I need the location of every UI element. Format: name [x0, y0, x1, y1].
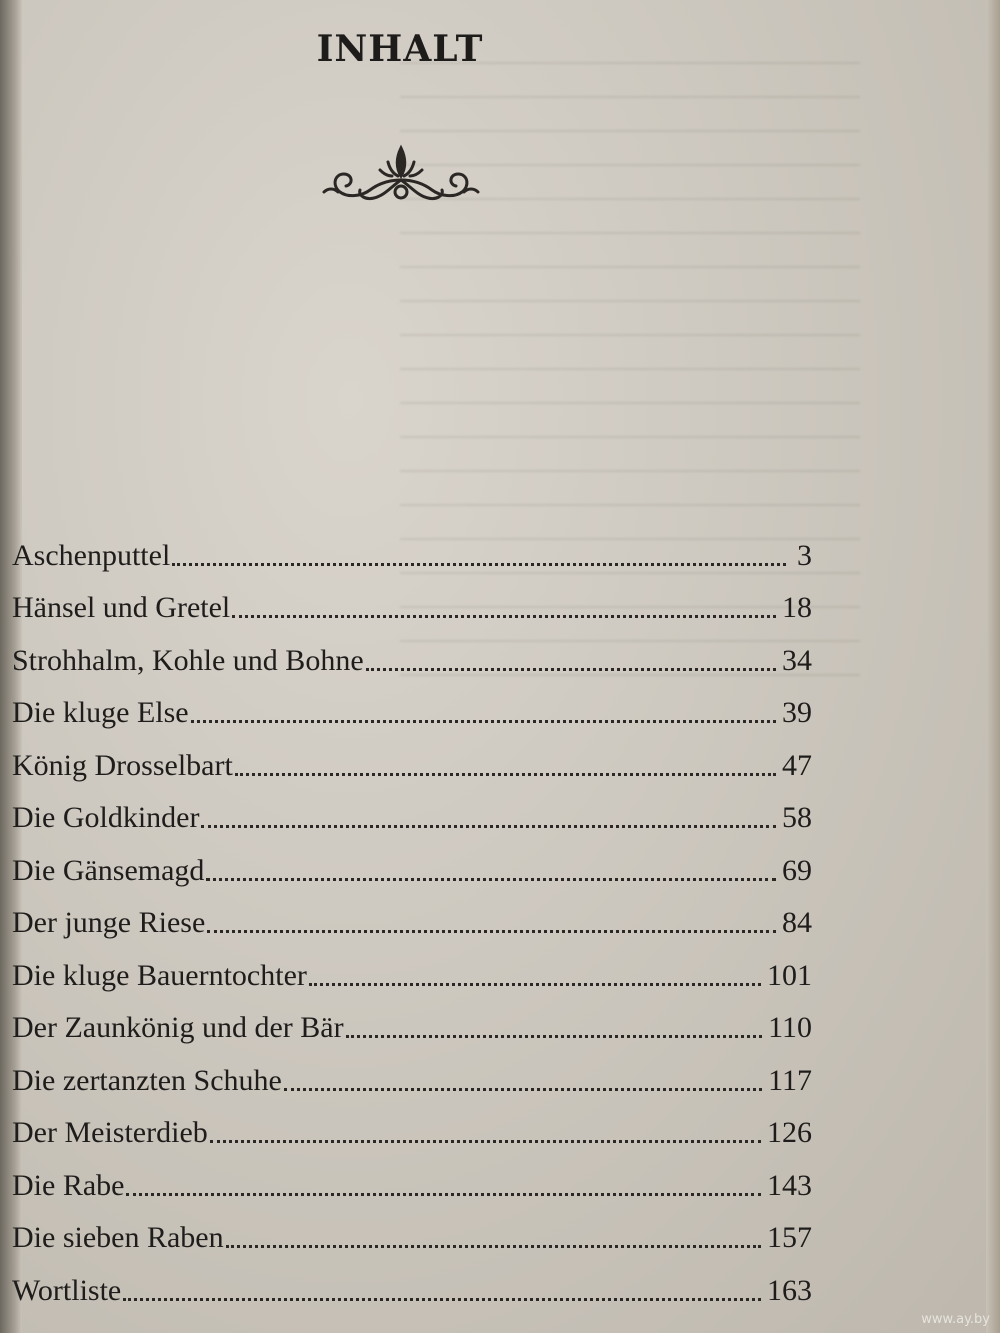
dot-leader [346, 1035, 763, 1038]
table-of-contents [12, 520, 812, 1308]
toc-entry [12, 1150, 812, 1203]
toc-entry-title: Die Gänsemagd [12, 853, 205, 887]
dot-leader [232, 615, 776, 618]
toc-entry [12, 625, 812, 678]
toc-entry [12, 1098, 812, 1151]
toc-entry [12, 1203, 812, 1256]
page-title: INHALT [316, 28, 484, 70]
toc-entry [12, 1255, 812, 1308]
dot-leader [123, 1298, 761, 1301]
dot-leader [366, 668, 776, 671]
toc-entry [12, 940, 812, 993]
toc-entry-page: 110 [768, 1011, 812, 1044]
toc-entry [12, 993, 812, 1046]
dot-leader [207, 930, 776, 933]
site-watermark: www.ay.by [921, 1312, 990, 1327]
toc-entry-title: Die kluge Else [12, 696, 189, 729]
toc-entry-page: 69 [782, 853, 812, 887]
toc-entry [12, 835, 812, 888]
dot-leader [235, 773, 776, 776]
toc-entry-title: Der junge Riese [12, 906, 206, 939]
dot-leader [206, 878, 776, 881]
toc-entry-page: 143 [767, 1168, 812, 1202]
dot-leader [210, 1140, 761, 1143]
toc-entry-title: König Drosselbart [12, 748, 233, 782]
toc-entry [12, 520, 812, 573]
page-edge [986, 0, 1000, 1333]
toc-entry-title: Wortliste [12, 1273, 122, 1307]
toc-entry-title: Strohhalm, Kohle und Bohne [12, 643, 364, 677]
toc-entry-title: Die kluge Bauerntochter [12, 958, 307, 992]
toc-entry-title: Die sieben Raben [12, 1221, 224, 1254]
toc-entry-title: Die Rabe [12, 1168, 125, 1202]
toc-entry-page: 101 [767, 958, 812, 992]
toc-entry-page: 58 [782, 801, 812, 834]
toc-entry [12, 730, 812, 783]
toc-entry-page: 47 [782, 748, 812, 782]
dot-leader [284, 1088, 762, 1091]
toc-entry-page: 126 [767, 1116, 812, 1149]
toc-entry-page: 117 [768, 1063, 812, 1097]
toc-entry [12, 783, 812, 836]
toc-entry-title: Der Meisterdieb [12, 1116, 208, 1149]
toc-entry-page: 18 [782, 591, 812, 624]
toc-entry-title: Hänsel und Gretel [12, 591, 231, 624]
toc-entry-page: 157 [767, 1221, 812, 1254]
toc-entry-title: Aschenputtel [12, 538, 171, 572]
dot-leader [201, 825, 776, 828]
toc-entry-page: 163 [767, 1273, 812, 1307]
toc-entry-page: 39 [782, 696, 812, 729]
dot-leader [172, 563, 786, 566]
toc-entry-title: Der Zaunkönig und der Bär [12, 1011, 344, 1044]
toc-entry-page: 3 [797, 538, 812, 572]
dot-leader [126, 1193, 761, 1196]
toc-entry-title: Die Goldkinder [12, 801, 200, 834]
dot-leader [191, 720, 776, 723]
toc-entry [12, 888, 812, 941]
toc-entry [12, 678, 812, 731]
toc-entry-page: 34 [782, 643, 812, 677]
toc-entry-page: 84 [782, 906, 812, 939]
toc-entry [12, 573, 812, 626]
dot-leader [309, 983, 761, 986]
toc-entry [12, 1045, 812, 1098]
dot-leader [226, 1245, 761, 1248]
toc-entry-title: Die zertanzten Schuhe [12, 1063, 282, 1097]
floral-ornament-icon [318, 140, 484, 212]
